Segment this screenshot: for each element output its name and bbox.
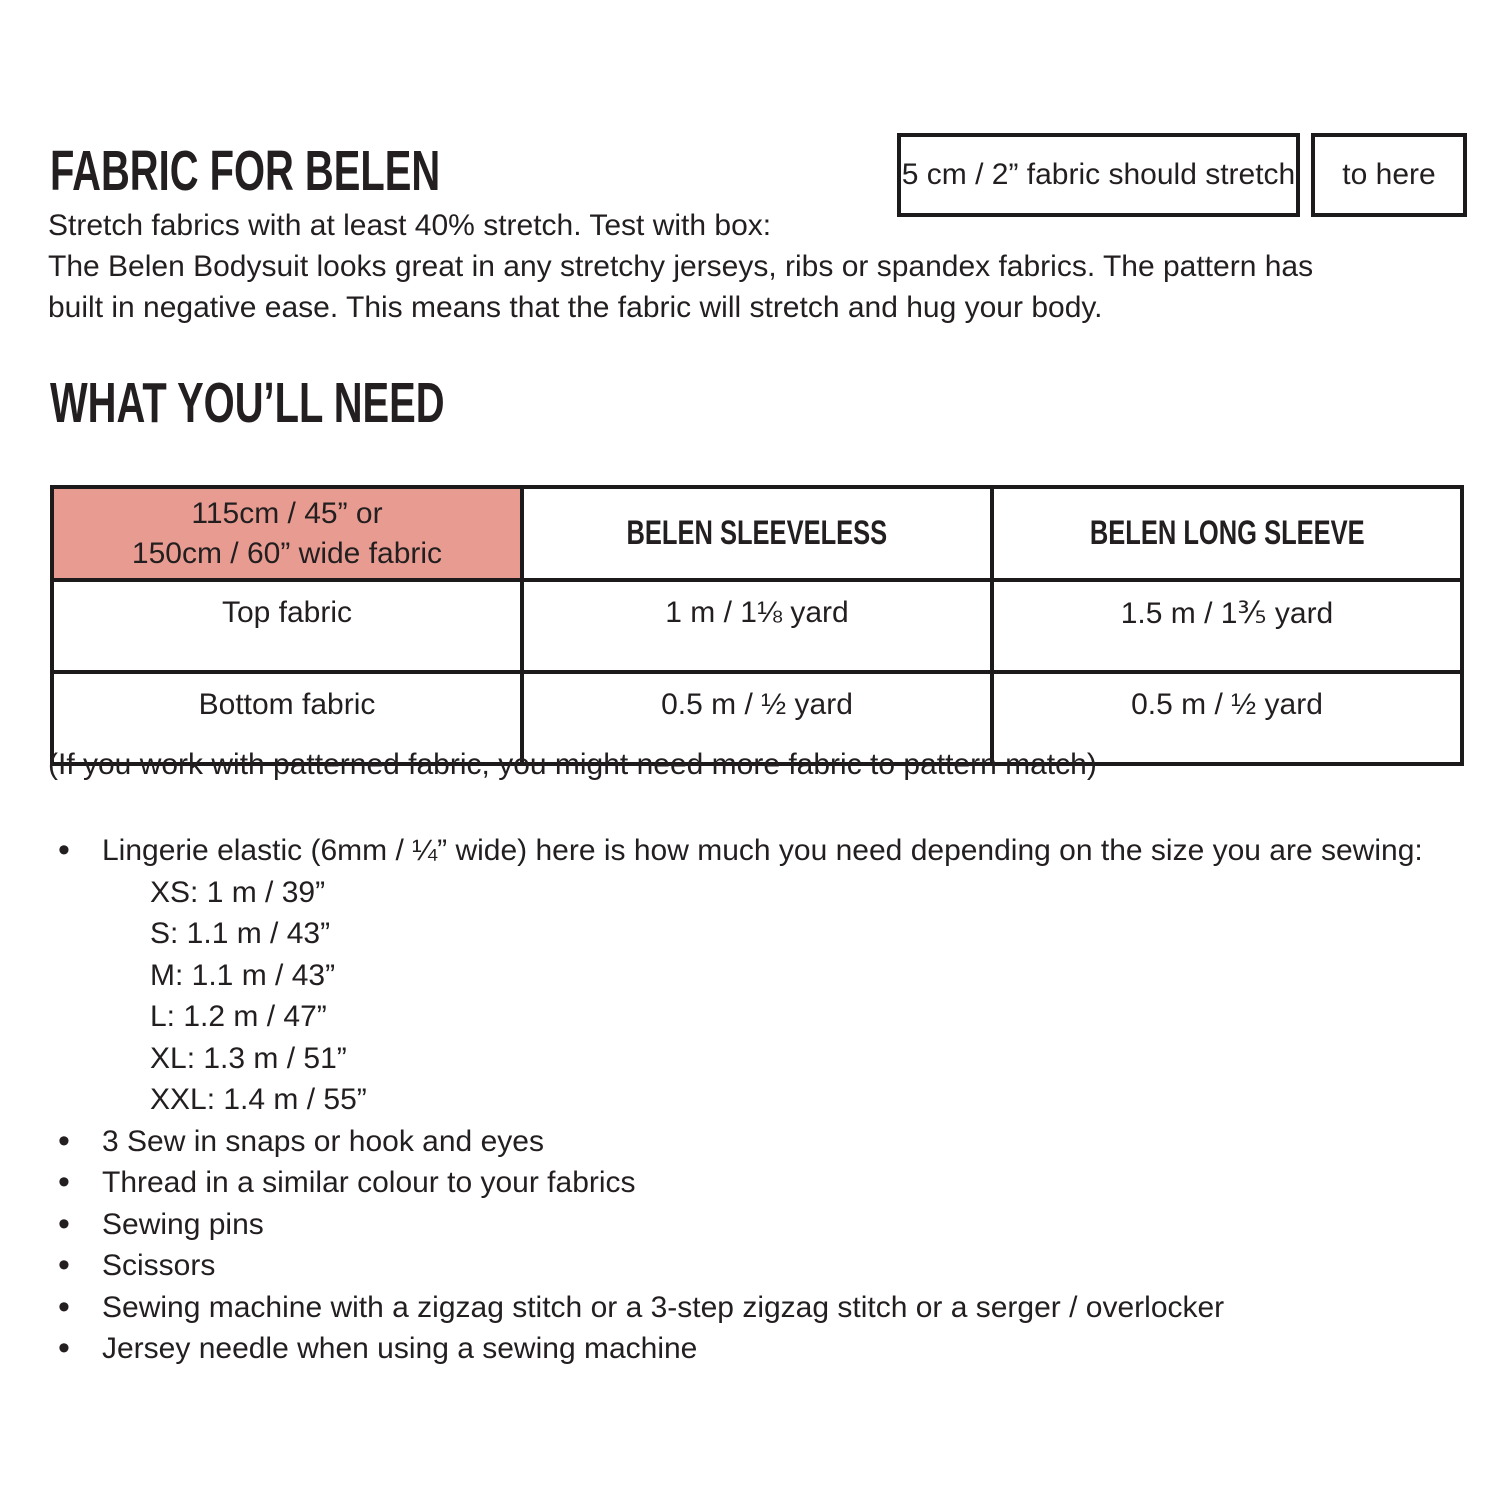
fabric-intro-paragraph xyxy=(48,205,1468,328)
list-item-thread: • Thread in a similar colour to your fabrics xyxy=(102,1162,1494,1204)
fabric-width-header-cell xyxy=(52,487,522,580)
bottom-fabric-label: Bottom fabric xyxy=(52,672,522,764)
patterned-fabric-note: (If you work with patterned fabric, you might need more fabric to pattern match) xyxy=(48,748,1097,781)
top-fabric-label: Top fabric xyxy=(52,580,522,672)
top-fabric-longsleeve-value: 1.5 m / 1⅗ yard xyxy=(992,580,1462,672)
size-item-s: S: 1.1 m / 43” xyxy=(150,917,331,950)
list-item-snaps: • 3 Sew in snaps or hook and eyes xyxy=(102,1121,1494,1163)
longsleeve-header-cell xyxy=(992,487,1462,580)
list-item-sewing-machine: • Sewing machine with a zigzag stitch or a 3-step zigzag stitch or a serger / overlocker xyxy=(102,1287,1494,1329)
size-item-xs: XS: 1 m / 39” xyxy=(150,875,326,909)
list-item-jersey-needle: • Jersey needle when using a sewing machine xyxy=(102,1328,1494,1370)
size-item-xxl: XXL: 1.4 m / 55” xyxy=(150,1083,367,1116)
intro-line-1: Stretch fabrics with at least 40% stretch. Test with box: xyxy=(48,209,772,242)
intro-line-2: The Belen Bodysuit looks great in any stretchy jerseys, ribs or spandex fabrics. The pattern has xyxy=(48,250,1314,283)
lingerie-elastic-text: Lingerie elastic (6mm / ¼” wide) here is how much you need depending on the size you are sewing: xyxy=(102,834,1423,867)
sleeveless-header-cell xyxy=(522,487,992,580)
bottom-fabric-longsleeve-value: 0.5 m / ½ yard xyxy=(992,672,1462,764)
elastic-size-list xyxy=(150,872,1494,1121)
bottom-fabric-sleeveless-value: 0.5 m / ½ yard xyxy=(522,672,992,764)
table-row-top-fabric xyxy=(52,580,1462,672)
list-item-lingerie-elastic xyxy=(102,830,1494,1121)
list-item-sewing-pins: • Sewing pins xyxy=(102,1204,1494,1246)
longsleeve-header-label: BELEN LONG SLEEVE xyxy=(1089,514,1365,552)
table-header-row xyxy=(52,487,1462,580)
size-item-xl: XL: 1.3 m / 51” xyxy=(150,1041,347,1075)
intro-line-3: built in negative ease. This means that the fabric will stretch and hug your body. xyxy=(48,291,1103,324)
fabric-requirements-table xyxy=(50,485,1464,766)
fabric-width-line-2: 150cm / 60” wide fabric xyxy=(131,536,443,570)
top-fabric-sleeveless-value: 1 m / 1⅛ yard xyxy=(522,580,992,672)
size-item-l: L: 1.2 m / 47” xyxy=(150,1000,327,1033)
fabric-section-title: FABRIC FOR BELEN xyxy=(50,139,441,203)
fabric-width-line-1: 115cm / 45” or xyxy=(191,496,383,530)
what-youll-need-title: WHAT YOU’LL NEED xyxy=(50,371,445,435)
list-item-scissors: • Scissors xyxy=(102,1245,1494,1287)
sleeveless-header-label: BELEN SLEEVELESS xyxy=(626,514,888,552)
stretch-test-box-right: to here xyxy=(1311,133,1467,217)
stretch-test-box-left: 5 cm / 2” fabric should stretch xyxy=(897,133,1300,217)
supplies-list xyxy=(48,830,1494,1370)
size-item-m: M: 1.1 m / 43” xyxy=(150,958,336,992)
